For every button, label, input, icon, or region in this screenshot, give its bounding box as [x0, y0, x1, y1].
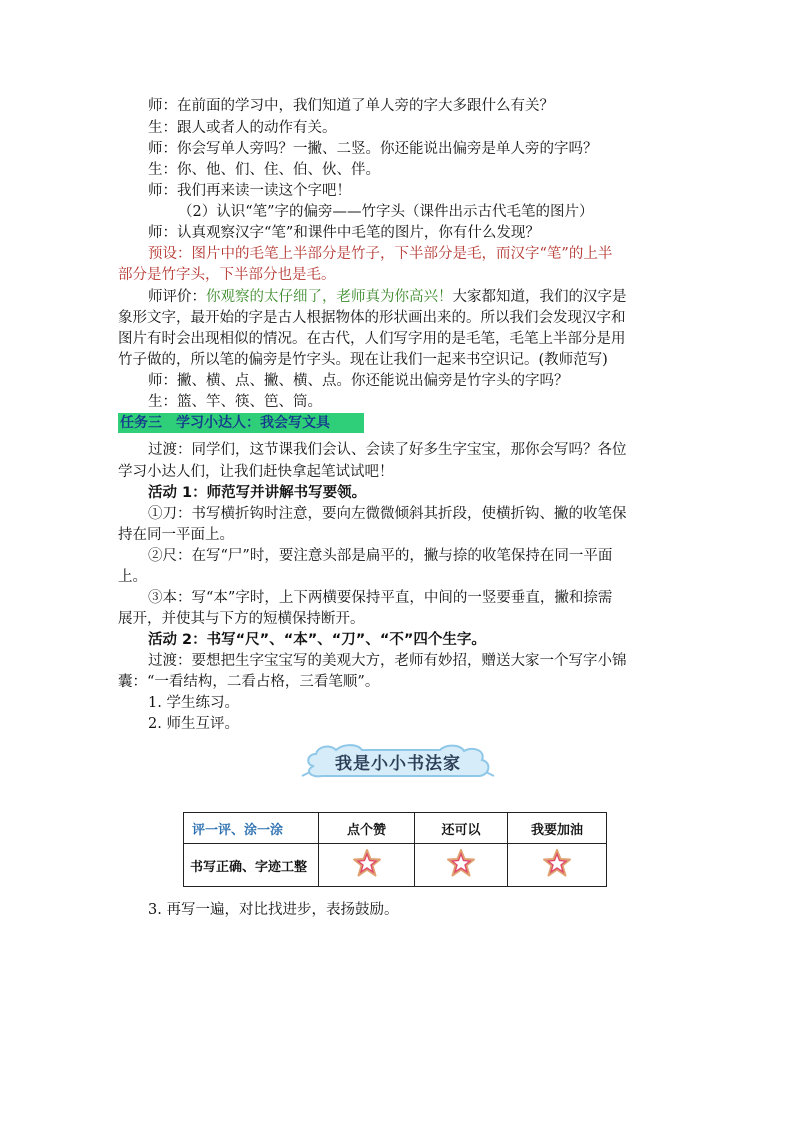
star-icon[interactable]: [446, 848, 476, 878]
line-14: 师：撇、横、点、撇、横、点。你还能说出偏旁是竹字头的字吗？: [148, 373, 569, 389]
row-label: 书写正确、字迹工整: [184, 844, 319, 887]
line-17: 学习小达人们，让我们赶快拿起笔试试吧！: [118, 464, 394, 480]
table-header-row: [184, 813, 607, 844]
star-icon[interactable]: [352, 848, 382, 878]
teacher-eval-line: [148, 286, 678, 308]
section-heading-2: （2）认识“笔”字的偏旁——竹字头（课件出示古代毛笔的图片）: [178, 204, 594, 220]
table-header-cell: 我要加油: [508, 813, 607, 844]
line-2: 生：跟人或者人的动作有关。: [148, 120, 337, 136]
line-13: 竹子做的，所以笔的偏旁是竹字头。现在让我们一起来书空识记。(教师范写): [118, 352, 608, 368]
line-5: 师：我们再来读一读这个字吧！: [148, 183, 351, 199]
line-15: 生：篮、竿、筷、笆、筒。: [148, 394, 322, 410]
line-12: 图片有时会出现相似的情况。在古代，人们写字用的是毛笔，毛笔上半部分是用: [118, 331, 626, 347]
banner-title: 我是小小书法家: [335, 754, 461, 774]
table-header-cell: 点个赞: [319, 813, 415, 844]
evaluation-table: [183, 812, 607, 887]
table-header-cell: 评一评、涂一涂: [184, 813, 319, 844]
preset-line-2: 部分是竹字头，下半部分也是毛。: [118, 267, 336, 283]
line-23: ③本：写“本”字时，上下两横要保持平直，中间的一竖要垂直，撇和捺需: [148, 590, 613, 606]
line-24: 展开，并使其与下方的短横保持断开。: [118, 611, 365, 627]
teacher-eval-label: 师评价：: [148, 289, 206, 305]
line-4: 生：你、他、们、住、伯、伙、伴。: [148, 162, 380, 178]
table-header-cell: 还可以: [415, 813, 508, 844]
line-7: 师：认真观察汉字“笔”和课件中毛笔的图片，你有什么发现？: [148, 225, 540, 241]
star-icon[interactable]: [542, 848, 572, 878]
step-2: 2. 师生互评。: [148, 716, 239, 732]
preset-line-1: 预设：图片中的毛笔上半部分是竹子，下半部分是毛，而汉字“笔”的上半: [148, 246, 613, 262]
star-cell[interactable]: [319, 844, 415, 887]
step-1: 1. 学生练习。: [148, 695, 239, 711]
line-27: 囊：“一看结构，二看占格，三看笔顺”。: [118, 674, 380, 690]
line-22: 上。: [118, 569, 147, 585]
activity-1-heading: 活动 1：师范写并讲解书写要领。: [148, 485, 367, 501]
teacher-eval-rest: 大家都知道，我们的汉字是: [452, 289, 627, 305]
star-cell[interactable]: [415, 844, 508, 887]
teacher-praise: 你观察的太仔细了，老师真为你高兴！: [206, 289, 453, 305]
star-cell[interactable]: [508, 844, 607, 887]
line-11: 象形文字，最开始的字是古人根据物体的形状画出来的。所以我们会发现汉字和: [118, 310, 626, 326]
table-row: [184, 844, 607, 887]
line-19: ①刀：书写横折钩时注意，要向左微微倾斜其折段，使横折钩、撇的收笔保: [148, 506, 627, 522]
line-26: 过渡：要想把生字宝宝写的美观大方，老师有妙招，赠送大家一个写字小锦: [148, 653, 627, 669]
step-3: 3. 再写一遍，对比找进步，表扬鼓励。: [148, 902, 399, 918]
line-1: 师：在前面的学习中，我们知道了单人旁的字大多跟什么有关？: [148, 98, 554, 114]
line-3: 师：你会写单人旁吗？一撇、二竖。你还能说出偏旁是单人旁的字吗？: [148, 141, 598, 157]
line-16: 过渡：同学们，这节课我们会认、会读了好多生字宝宝，那你会写吗？各位: [148, 442, 627, 458]
task-three-heading: 任务三 学习小达人：我会写文具: [118, 413, 364, 433]
line-21: ②尺：在写“尸”时，要注意头部是扁平的，撇与捺的收笔保持在同一平面: [148, 548, 613, 564]
line-20: 持在同一平面上。: [118, 527, 234, 543]
activity-2-heading: 活动 2：书写“尺”、“本”、“刀”、“不”四个生字。: [148, 632, 486, 648]
